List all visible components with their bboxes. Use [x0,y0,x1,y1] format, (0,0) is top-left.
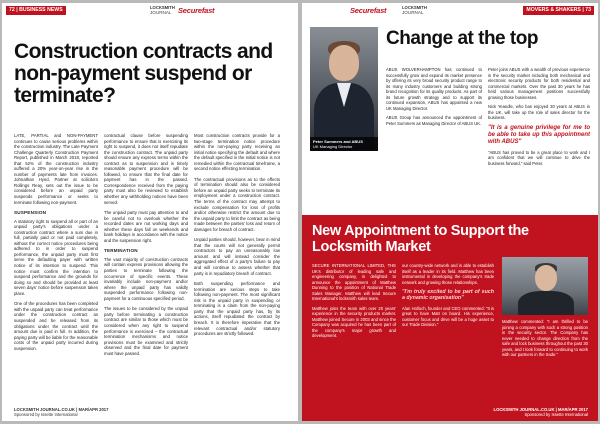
article-column-1 [14,133,98,356]
body-paragraph: A statutory right to suspend all or part of an unpaid party's obligations under a construction contract where a sum due in full, partially paid or not paid completely, without the correct notice procedures being adhered to in order to suspend performance, the unpaid party must first serve the defaulting payer with written notice of its intention to suspend. This notice must confirm the intention to suspend performance and the grounds for doing so and should be provided at least seven days' notice before suspension takes place. [14,218,98,296]
body-paragraph: Most construction contracts provide for a two-stage termination notice procedure within the non-paying party receiving an initial notice specifying the default and where the default specified in the initial notice is not remedied within the contractual timeframe, a second notice effecting termination. [194,133,280,172]
body-paragraph: SECURE INTERNATIONAL LIMITED, THE UK's distributor of leading safe and engineering company, is delighted to announce the appointment of Matthew Dunning to the position of National Trade Sales Manager. Matthew will lead Secure International's locksmith sales team. [312,263,396,301]
body-paragraph: Unpaid parties should, however, bear in mind that the courts will not generally permit contractors to pay an unreasonably low amount and will instead consider the aggregated effect of a party's failure to pay and will continue to assess whether that party is in repudiatory breach of contract. [194,237,280,276]
body-paragraph: One of the procedures has been completed with the unpaid party can treat performance under the construction contract as suspended and be released from its obligations under the contract until the amount due is paid in full. In addition, the paying party will be liable for the reasonable costs of the unpaid party incurred during suspension. [14,301,98,351]
section-name: BUSINESS NEWS [19,7,63,13]
right-footer: LOCKSMITH JOURNAL.CO.UK | MAR/APR 2017 Sponsored by Issette International [493,407,588,417]
article-headline: Construction contracts and non-payment suspend or terminate? [14,40,273,107]
right-header [302,3,598,17]
banner-column-2 [402,263,494,332]
body-paragraph: ABUS WOLVERHAMPTON has continued to successfully grow and expand its market presence by offering its very broad security product range to its many industry customers and building strong brand recognition for its quality products. As part of its future growth strategy and to support its continued expansion, ABUS has appointed a new UK Managing Director. [386,67,482,111]
body-paragraph: The unpaid party must pay attention to and be careful not to overlook whether the recorded dates are not working days and whether these days fall on weekends and bank holidays in accordance with the notice and the suspension right. [104,210,188,243]
body-paragraph: "ABUS has proved to be a great place to work and I am confident that we will continue to drive the business forward," said Peter. [488,149,590,166]
banner-column-1 [312,263,396,343]
portrait-photo [310,27,378,151]
pull-quote: "It is a genuine privilege for me to be able to take up this appointment with ABUS" [488,124,590,145]
article-column-2 [488,67,590,170]
article-column-1 [386,67,482,130]
publication-title: LOCKSMITH JOURNAL [150,5,175,15]
page-number: 73 [585,7,591,13]
section-tag: MOVERS & SHAKERS | 73 [523,6,594,15]
body-paragraph: Both suspending performance and termination are serious steps to take following non-payment. The most significant risk is the unpaid party in suspending or terminating is a claim from the non-paying party that the unpaid party has, by its actions, itself repudiated the contract by breach. It is therefore imperative that the relevant contractual and/or statutory procedures are strictly followed. [194,281,280,337]
left-header [2,3,298,17]
left-footer: LOCKSMITH JOURNAL.CO.UK | MAR/APR 2017 Sponsored by Issette International [14,407,109,417]
pull-quote: "I'm truly excited to be part of such a dynamic organisation" [402,289,494,302]
section-tag: 72 | BUSINESS NEWS [6,6,66,15]
body-paragraph: The issues to be considered by the unpaid party before terminating a construction contract are similar to those which must be considered when any right to suspend performance is exercised – the contractual termination mechanisms and notice provisions must be examined and strictly observed and the final date for payment must have passed. [104,306,188,356]
body-paragraph: contractual clause before suspending performance to ensure that is exercising its right to suspend, it does not itself repudiate the construction contract. The unpaid party should ensure any express terms within the contract as to suspension and is timely reasonable payment procedure will be followed, to ensure that the final date for payment has in the passed. Correspondence received from the paying party must also be reviewed to establish whether any withholding notices have been served. [104,133,188,205]
feature-banner [302,215,598,421]
subheading: SUSPENSION [14,210,47,216]
body-paragraph: Peter joins ABUS with a wealth of previous experience in the security market including both mechanical and electronic security products for both residential and commercial markets. Over the past 30 years he has held various management positions successfully growing those businesses. [488,67,590,100]
body-paragraph: The contractual provisions as to the effects of termination should also be considered before an unpaid party seeks to terminate its employment under a construction contract. The terms of the contract may attempt to exclude compensation for loss of profits and/or otherwise restrict the amount due to the unpaid party to limit the contract as being made between the parties' loss and return of damages for breach of contract. [194,176,280,232]
body-paragraph: The vast majority of construction contracts will contain express provisions allowing the parties to terminate following the occurrence of specific events. These invariably include non-payment and/or where the unpaid party has validly suspended performance following non-payment for a continuous specified period. [104,256,188,301]
article-column-3 [194,133,280,342]
body-paragraph: Matthew commented: "I am thrilled to be joining a company with such a strong position in the security sector. The Company has never needed to change direction from the safe and lock business throughout the past 30 years, and I look forward to continuing to work with our partners in the trade." [502,319,588,357]
right-page [302,3,598,421]
securefast-logo: Securefast [178,6,215,15]
banner-headline: New Appointment to Support the Locksmith Market [312,223,529,255]
body-paragraph: ABUS Group has announced the appointment of Peter Summers as Managing Director of ABUS UK. [386,115,482,126]
page-number: 72 [9,7,15,13]
article-headline: Change at the top [386,28,538,49]
body-paragraph: our country-wide network and is able to establish itself as a leader in its field. Matthew has been instrumental in developing the company's trade network and growing those relationships. [402,263,494,285]
subheading: TERMINATION [104,248,138,254]
portrait-photo [502,257,588,315]
securefast-logo: Securefast [350,6,387,15]
photo-caption: Peter Summers and ABUS UK Managing Director [310,137,378,151]
body-paragraph: Alan Holloch, founder and CEO commented: "It is great to have Matt on board. His experience, customer focus and drive will be a huge asset to our Trade Division." [402,305,494,328]
article-column-2 [104,133,188,361]
body-paragraph: Matthew joins the team with over 20 years' experience in the security products market. Matthew joined Secure in 2003 and since the Company was acquired he has been part of the company's major growth and development. [312,305,396,338]
publication-title: LOCKSMITH JOURNAL [402,5,427,15]
banner-column-3 [502,319,588,362]
left-page [2,3,298,421]
body-paragraph: LATE, PARTIAL and NON-PAYMENT continues to cause serious problems within the construction industry. The Late Payment Challenge Quarterly Construction Payment Report, published in March 2018, reported that 52% of the construction industry suffered a 20% year-on-year rise in the number of payments late from invoices. Johnathan Hynd, Partner at solicitors Rollings Reay, sets out the issue to be considered before an unpaid party suspends performance or seeks to terminate following non-payment. [14,133,98,205]
body-paragraph: Nick Yeandle, who has enjoyed 30 years at ABUS in the UK, will take up the role of sales director for the business. [488,104,590,120]
section-name: MOVERS & SHAKERS [526,7,581,13]
